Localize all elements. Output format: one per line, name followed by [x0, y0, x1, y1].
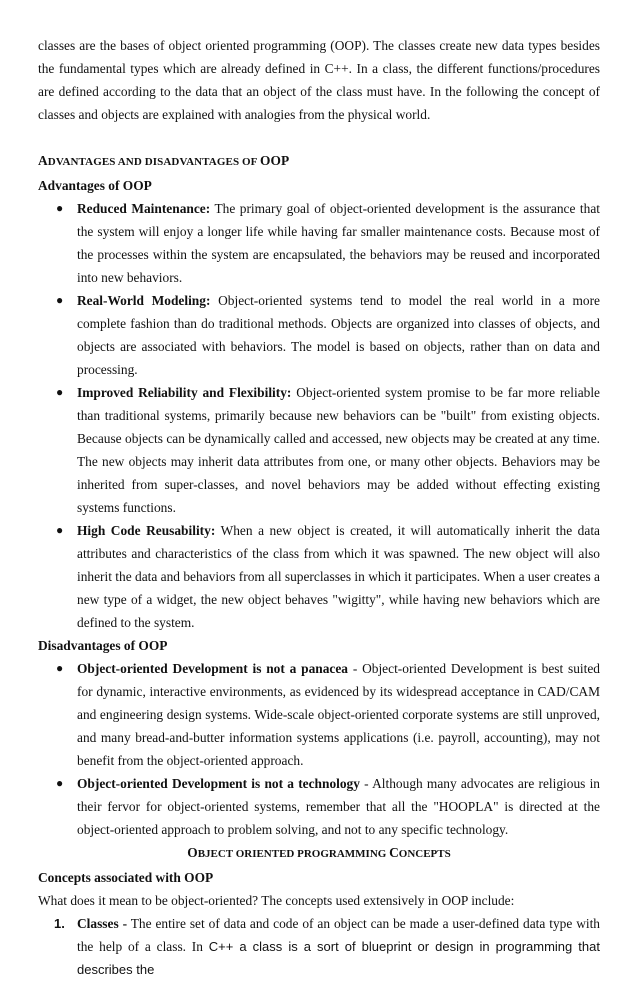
list-item — [38, 657, 600, 772]
concepts-title-part-1: BJECT ORIENTED PROGRAMMING — [197, 848, 390, 860]
item-title: Object-oriented Development is not a panacea — [77, 661, 349, 676]
section-heading-tail: OOP — [259, 153, 290, 168]
bullet-icon: ● — [56, 776, 64, 790]
item-title: Reduced Maintenance: — [77, 201, 211, 216]
list-item — [38, 289, 600, 381]
section-heading-advantages-disadvantages — [38, 149, 600, 174]
item-number: 1. — [54, 916, 65, 931]
advantages-list — [38, 197, 600, 634]
list-item — [38, 381, 600, 519]
section-heading-first-cap: A — [38, 153, 48, 168]
concepts-list — [38, 912, 600, 981]
bullet-icon: ● — [56, 523, 64, 537]
item-text: - Although many advocates are religious in their fervor for object-oriented systems, remember that all the "HOOPLA" is directed at the object-oriented approach to problem solving, and not to any specific technology. — [77, 776, 601, 837]
item-text: - Object-oriented Development is best suited for dynamic, interactive environments, as evidenced by its widespread acceptance in CAD/CAM and engineering design systems. Wide-scale object-oriented corporate systems are still unproved, and many bread-and-butter information systems applications (i.e. payroll, accounting), may not benefit from the object-oriented approach. — [77, 661, 600, 768]
intro-paragraph: classes are the bases of object oriented programming (OOP). The classes create new data types besides the fundamental types which are already defined in C++. In a class, the different functions/procedures are defined according to the data that an object of the class must have. In the following the concept of classes and objects are explained with analogies from the physical world. — [38, 38, 600, 122]
list-item — [38, 912, 600, 981]
item-text: The entire set of data and code of an object can be made a user-defined data type with the help of a class. In — [77, 916, 600, 954]
item-text: Object-oriented system promise to be far more reliable than traditional systems, primarily because new behaviors can be "built" from existing objects. Because objects can be dynamically called and accessed, new objects may be created at any time. The new objects may inherit data attributes from one, or many other objects. Behaviors may be inherited from super-classes, and novel behaviors may be added without effecting existing systems functions. — [77, 385, 600, 515]
concepts-section-title — [38, 841, 600, 866]
concepts-title-part-2: ONCEPTS — [398, 848, 451, 860]
concepts-title-cap-2: C — [389, 845, 399, 860]
concepts-lead: What does it mean to be object-oriented? The concepts used extensively in OOP include: — [38, 893, 515, 908]
list-item — [38, 772, 600, 841]
item-title: High Code Reusability: — [77, 523, 216, 538]
item-title: Real-World Modeling: — [77, 293, 211, 308]
item-text: Object-oriented systems tend to model the real world in a more complete fashion than do traditional methods. Objects are organized into classes of objects, and objects are associated with behaviors. The model is based on objects, rather than on data and processing. — [77, 293, 600, 377]
bullet-icon: ● — [56, 293, 64, 307]
concepts-title-cap-1: O — [187, 845, 198, 860]
concepts-heading: Concepts associated with OOP — [38, 870, 214, 885]
bullet-icon: ● — [56, 385, 64, 399]
bullet-icon: ● — [56, 201, 64, 215]
section-heading-rest: DVANTAGES AND DISADVANTAGES OF — [47, 156, 260, 168]
advantages-heading: Advantages of OOP — [38, 178, 152, 193]
list-item — [38, 197, 600, 289]
item-text: When a new object is created, it will automatically inherit the data attributes and characteristics of the class from which it was spawned. The new object will also inherit the data and behaviors from all superclasses in which it participates. When a user creates a new type of a widget, the new object behaves "wigitty", while having new behaviors which are defined to the system. — [77, 523, 600, 630]
item-text-continued: C++ a class is a sort of blueprint or design in programming that describes the — [77, 939, 600, 977]
item-title: Classes - — [77, 916, 128, 931]
disadvantages-list — [38, 657, 600, 841]
item-title: Object-oriented Development is not a technology — [77, 776, 360, 791]
item-text: The primary goal of object-oriented development is the assurance that the system will enjoy a longer life while having far smaller maintenance costs. Because most of the processes within the system are encapsulated, the behaviors may be reused and incorporated into new behaviors. — [77, 201, 601, 285]
disadvantages-heading: Disadvantages of OOP — [38, 638, 168, 653]
list-item — [38, 519, 600, 634]
bullet-icon: ● — [56, 661, 64, 675]
item-title: Improved Reliability and Flexibility: — [77, 385, 292, 400]
